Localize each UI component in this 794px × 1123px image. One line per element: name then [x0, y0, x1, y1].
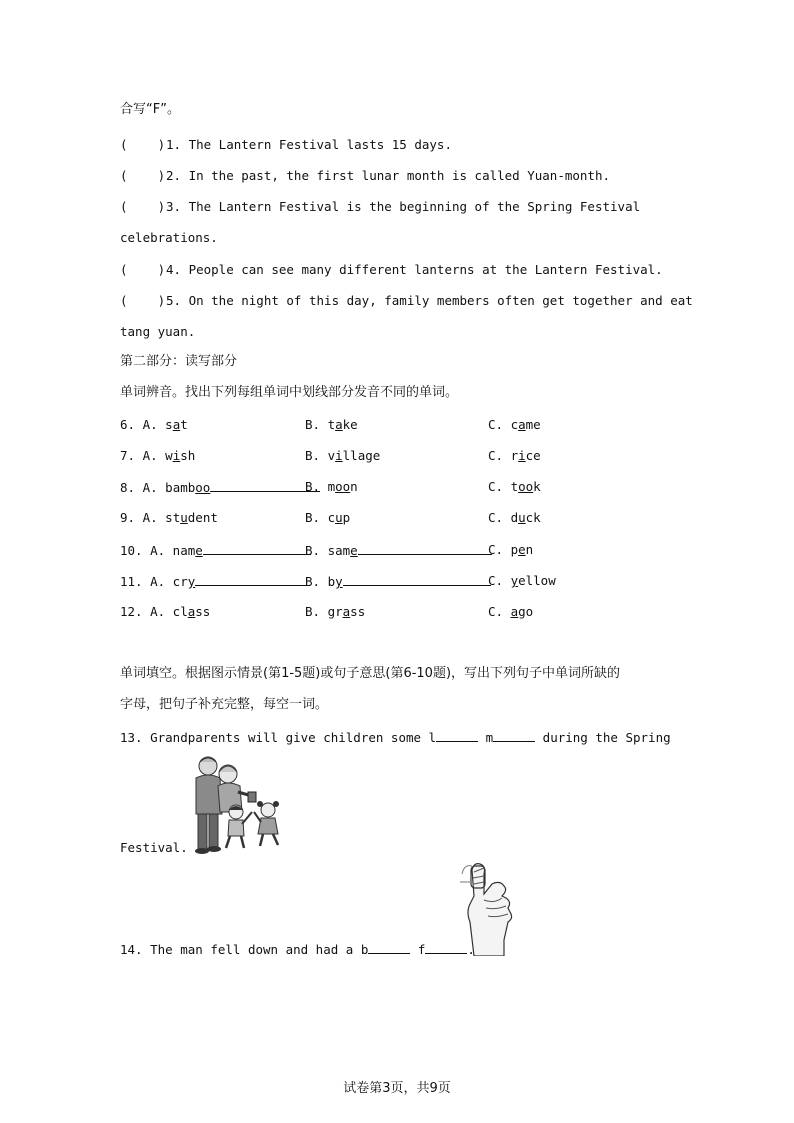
phonics-option-a[interactable]	[120, 479, 320, 496]
option-text: dent	[187, 510, 218, 525]
underline-rule	[210, 479, 320, 492]
underlined-letters: u	[518, 510, 526, 525]
underlined-letters: a	[510, 604, 519, 619]
option-text: A. st	[142, 510, 181, 525]
tf-item-3	[120, 199, 640, 215]
underlined-letters: i	[518, 448, 526, 463]
option-text: A. s	[142, 417, 173, 432]
underline-rule	[358, 542, 492, 555]
family-lucky-money-illustration	[186, 752, 286, 856]
page-footer: 试卷第3页，共9页	[343, 1081, 451, 1096]
question-13-continuation: Festival.	[120, 840, 188, 855]
underlined-letters: y	[335, 574, 343, 589]
option-text: A. bamb	[142, 480, 196, 495]
tf-item-5-continuation: tang yuan.	[120, 324, 196, 339]
phonics-option-b[interactable]	[305, 479, 358, 495]
underlined-letters: oo	[335, 479, 351, 494]
tf-item-text: 3. The Lantern Festival is the beginning of the Spring Festival	[166, 199, 641, 214]
underlined-letters: oo	[518, 479, 534, 494]
option-text: B. m	[305, 479, 336, 494]
underlined-letters: oo	[195, 480, 211, 495]
tf-item-text: 2. In the past, the first lunar month is called Yuan-month.	[166, 168, 611, 183]
phonics-option-a[interactable]	[120, 417, 188, 433]
option-text: ce	[525, 448, 541, 463]
phonics-option-a[interactable]	[120, 510, 218, 526]
option-text: B. gr	[305, 604, 343, 619]
answer-paren[interactable]: ( )	[120, 168, 166, 183]
phonics-option-b[interactable]	[305, 573, 491, 590]
phonics-option-b[interactable]	[305, 448, 380, 464]
phonics-option-c[interactable]	[488, 604, 533, 620]
option-text: ss	[350, 604, 366, 619]
option-text: C. c	[488, 417, 519, 432]
option-text: C. d	[488, 510, 519, 525]
question-13	[120, 729, 671, 746]
option-text: me	[525, 417, 541, 432]
underline-rule	[203, 542, 311, 555]
underlined-letters: a	[187, 604, 196, 619]
question-number: 6.	[120, 417, 136, 432]
underlined-letters: u	[335, 510, 343, 525]
underlined-letters: e	[518, 542, 526, 557]
underlined-letters: e	[195, 543, 203, 558]
underlined-letters: e	[350, 543, 358, 558]
option-text: A. w	[142, 448, 173, 463]
phonics-option-c[interactable]	[488, 479, 541, 495]
option-text: C. t	[488, 479, 519, 494]
answer-blank[interactable]	[425, 941, 467, 954]
option-text: sh	[180, 448, 196, 463]
fill-instruction-line-2: 字母，把句子补充完整，每空一词。	[120, 697, 329, 712]
intro-text: 合写“F”。	[120, 102, 180, 117]
phonics-option-c[interactable]	[488, 448, 541, 464]
option-text: ke	[342, 417, 358, 432]
option-text: llage	[342, 448, 381, 463]
option-text: ellow	[518, 573, 556, 588]
part2-title: 第二部分：读写部分	[120, 354, 238, 369]
tf-item-text: 1. The Lantern Festival lasts 15 days.	[166, 137, 452, 152]
option-text: C. r	[488, 448, 519, 463]
underlined-letters: a	[342, 604, 351, 619]
answer-paren[interactable]: ( )	[120, 137, 166, 152]
question-number: 7.	[120, 448, 136, 463]
phonics-option-b[interactable]	[305, 417, 358, 433]
tf-item-3-continuation: celebrations.	[120, 230, 218, 245]
question-text: The man fell down and had a b	[150, 942, 369, 957]
underline-rule	[343, 573, 491, 586]
option-text: ss	[195, 604, 211, 619]
underlined-letters: y	[187, 574, 196, 589]
option-text: p	[342, 510, 351, 525]
option-text: k	[533, 479, 541, 494]
question-number: 14.	[120, 942, 143, 957]
answer-blank[interactable]	[493, 729, 535, 742]
option-text: t	[180, 417, 188, 432]
question-number: 8.	[120, 480, 136, 495]
tf-item-1	[120, 137, 452, 153]
question-number: 13.	[120, 730, 143, 745]
phonics-option-c[interactable]	[488, 417, 541, 433]
phonics-option-c[interactable]	[488, 573, 556, 589]
option-text: ck	[525, 510, 541, 525]
option-text: A. cl	[150, 604, 188, 619]
answer-paren[interactable]: ( )	[120, 199, 166, 214]
question-number: 9.	[120, 510, 136, 525]
option-text: B. c	[305, 510, 336, 525]
question-number: 12.	[120, 604, 143, 619]
answer-blank[interactable]	[368, 941, 410, 954]
option-text: B. sam	[305, 543, 351, 558]
phonics-option-b[interactable]	[305, 542, 492, 559]
underline-rule	[195, 573, 310, 586]
answer-blank[interactable]	[436, 729, 478, 742]
phonics-option-b[interactable]	[305, 604, 365, 620]
tf-item-2	[120, 168, 610, 184]
underlined-letters: a	[335, 417, 343, 432]
option-text: n	[525, 542, 534, 557]
phonics-option-a[interactable]	[120, 542, 311, 559]
tf-item-5	[120, 293, 693, 309]
phonics-option-a[interactable]	[120, 604, 210, 620]
option-text: C.	[488, 573, 511, 588]
option-text: A. nam	[150, 543, 196, 558]
tf-item-text: 4. People can see many different lanterns at the Lantern Festival.	[166, 262, 663, 277]
phonics-instruction: 单词辨音。找出下列每组单词中划线部分发音不同的单词。	[120, 385, 459, 400]
option-text: B. b	[305, 574, 336, 589]
phonics-option-c[interactable]	[488, 510, 541, 526]
option-text: n	[350, 479, 358, 494]
answer-paren[interactable]: ( )	[120, 262, 166, 277]
option-text: B. t	[305, 417, 336, 432]
underlined-letters: i	[172, 448, 181, 463]
option-text: B. v	[305, 448, 336, 463]
option-text: A. cr	[150, 574, 188, 589]
underlined-letters: a	[518, 417, 526, 432]
tf-item-4	[120, 262, 663, 278]
underlined-letters: i	[335, 448, 343, 463]
fill-instruction-line-1: 单词填空。根据图示情景(第1-5题)或句子意思(第6-10题)，写出下列句子中单词所缺的	[120, 666, 621, 681]
phonics-option-c[interactable]	[488, 542, 533, 558]
underlined-letters: u	[180, 510, 188, 525]
question-14	[120, 941, 475, 958]
question-number: 11.	[120, 574, 143, 589]
option-text: go	[518, 604, 534, 619]
question-text: during the Spring	[535, 730, 671, 745]
phonics-option-b[interactable]	[305, 510, 350, 526]
underlined-letters: a	[172, 417, 181, 432]
question-text: Grandparents will give children some l	[150, 730, 437, 745]
question-number: 10.	[120, 543, 143, 558]
answer-paren[interactable]: ( )	[120, 293, 166, 308]
question-text: m	[478, 730, 494, 745]
phonics-option-a[interactable]	[120, 573, 310, 590]
question-text: .	[467, 942, 475, 957]
tf-item-text: 5. On the night of this day, family members often get together and eat	[166, 293, 693, 308]
underlined-letters: y	[510, 573, 519, 588]
question-text: f	[410, 942, 426, 957]
phonics-option-a[interactable]	[120, 448, 195, 464]
option-text: C. p	[488, 542, 519, 557]
option-text: C.	[488, 604, 511, 619]
